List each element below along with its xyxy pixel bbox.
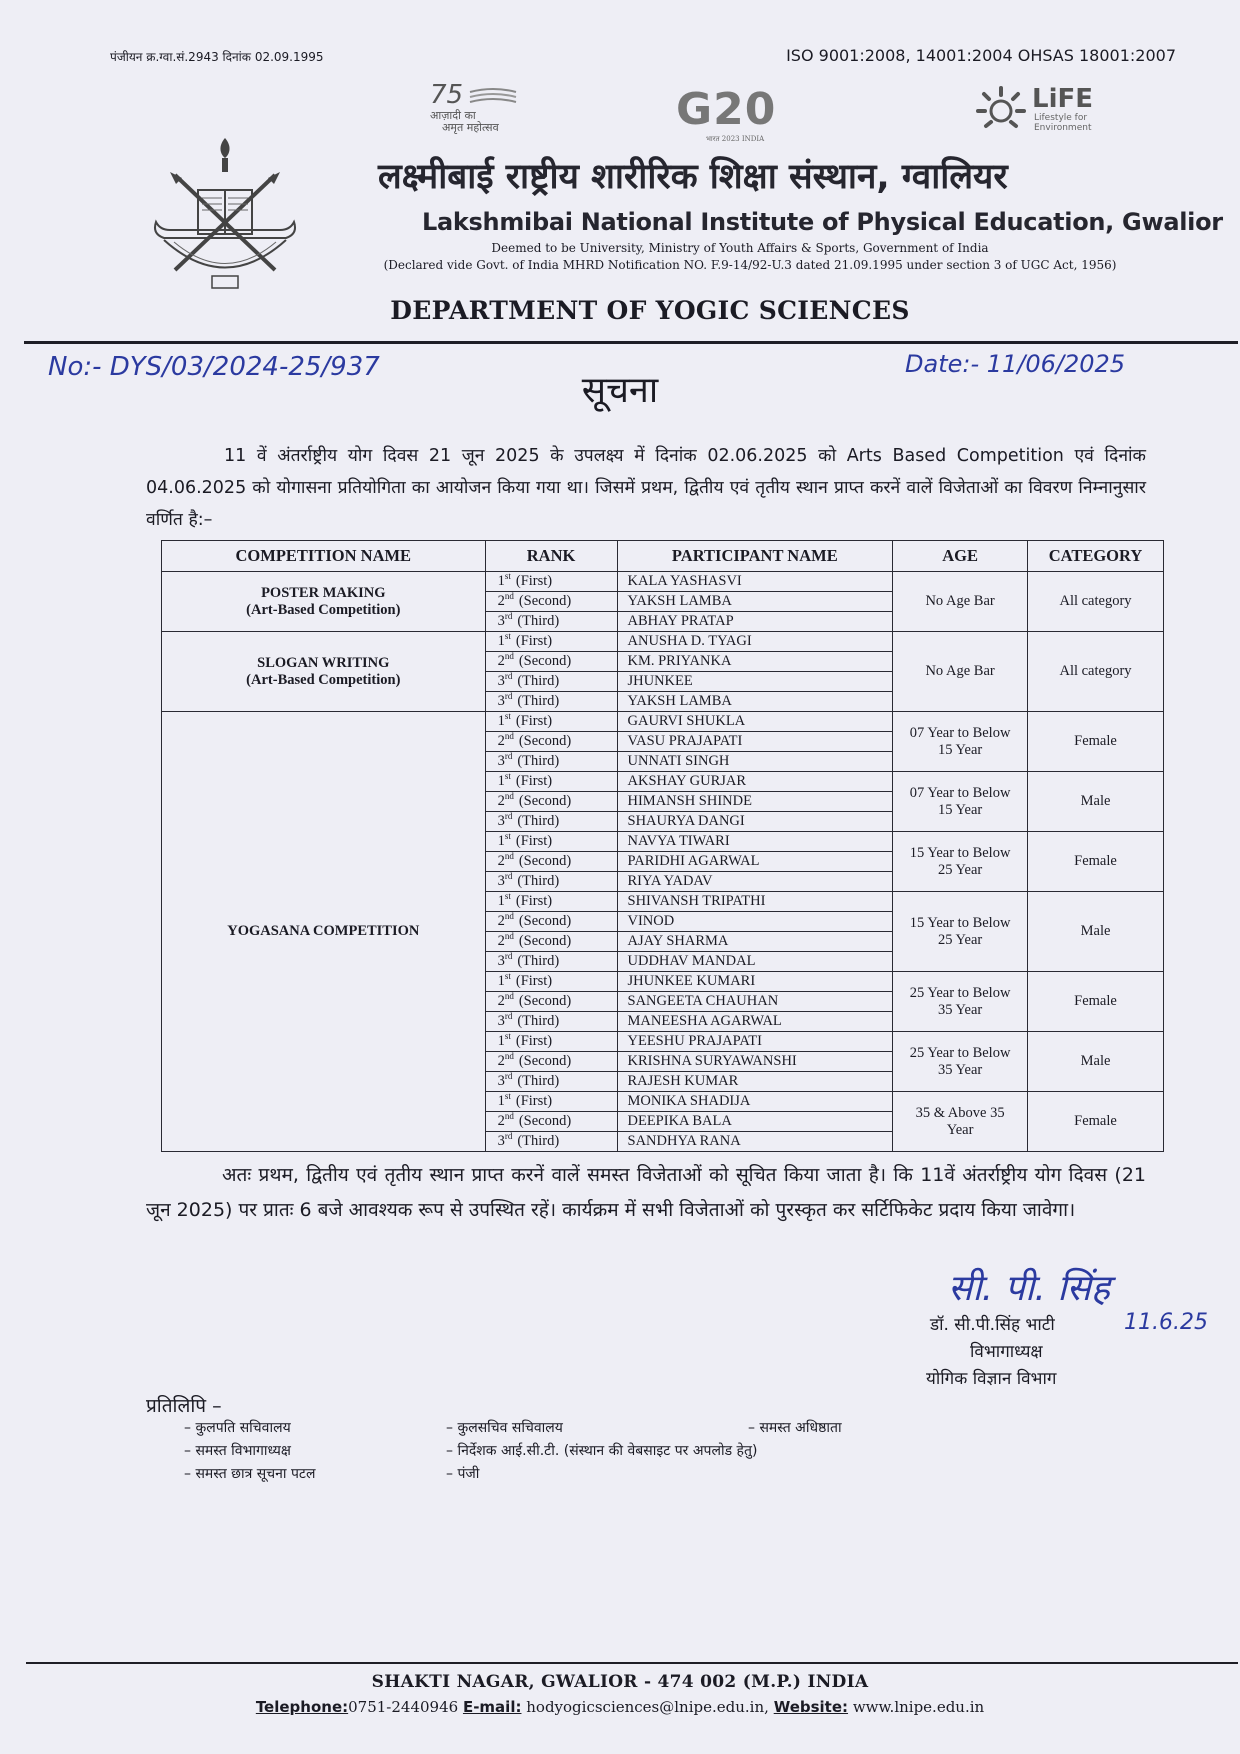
closing-paragraph [146, 1158, 1146, 1228]
rank-suffix: nd [504, 851, 514, 862]
rank-cell [485, 752, 617, 772]
signatory-designation: विभागाध्यक्ष [970, 1342, 1043, 1362]
rank-suffix: rd [504, 811, 513, 822]
rank-cell [485, 872, 617, 892]
table-header-row [162, 541, 1164, 572]
rank-cell [485, 1112, 617, 1132]
participant-name: VASU PRAJAPATI [617, 732, 893, 752]
rank-cell [485, 592, 617, 612]
category: Female [1028, 972, 1164, 1032]
rank-suffix: nd [504, 651, 514, 662]
rank-cell [485, 1052, 617, 1072]
rank-cell [485, 992, 617, 1012]
rank-number: 1 [497, 893, 505, 909]
rank-number: 3 [497, 1013, 505, 1029]
table-row [162, 572, 1164, 592]
rank-word: (Second) [518, 993, 572, 1009]
rank-suffix: rd [504, 871, 513, 882]
notice-date: Date:- 11/06/2025 [905, 350, 1126, 378]
category: Female [1028, 832, 1164, 892]
rank-number: 2 [497, 1113, 505, 1129]
rank-number: 3 [497, 813, 505, 829]
rank-word: (First) [515, 973, 553, 989]
azadi-logo-number: 75 [430, 80, 464, 110]
rank-word: (Third) [517, 953, 560, 969]
participant-name: DEEPIKA BALA [617, 1112, 893, 1132]
rank-word: (Second) [518, 1053, 572, 1069]
rank-suffix: rd [504, 1011, 513, 1022]
intro-paragraph [146, 440, 1146, 536]
header-age: AGE [893, 541, 1028, 572]
participant-name: VINOD [617, 912, 893, 932]
rank-cell [485, 952, 617, 972]
azadi-logo-text-1: आज़ादी का [430, 109, 476, 122]
registration-number: पंजीयन क्र.ग्वा.सं.2943 दिनांक 02.09.1995 [110, 50, 324, 64]
participant-name: MONIKA SHADIJA [617, 1092, 893, 1112]
rank-word: (Second) [518, 933, 572, 949]
rank-word: (Third) [517, 1013, 560, 1029]
copy-to-item: – समस्त छात्र सूचना पटल [184, 1466, 316, 1482]
rank-suffix: rd [504, 671, 513, 682]
rank-number: 1 [497, 1033, 505, 1049]
rank-number: 1 [497, 773, 505, 789]
iso-certification: ISO 9001:2008, 14001:2004 OHSAS 18001:2007 [786, 46, 1176, 65]
rank-word: (Third) [517, 673, 560, 689]
rank-number: 2 [497, 653, 505, 669]
rank-word: (First) [515, 833, 553, 849]
competition-title: YOGASANA COMPETITION [227, 923, 420, 939]
rank-number: 2 [497, 933, 505, 949]
email-label: E-mail: [462, 1698, 522, 1716]
rank-number: 1 [497, 973, 505, 989]
participant-name: ABHAY PRATAP [617, 612, 893, 632]
participant-name: UNNATI SINGH [617, 752, 893, 772]
category: Female [1028, 1092, 1164, 1152]
rank-word: (First) [515, 893, 553, 909]
rank-suffix: nd [504, 991, 514, 1002]
rank-cell [485, 792, 617, 812]
rank-cell [485, 852, 617, 872]
results-table-body [162, 572, 1164, 1152]
participant-name: SHAURYA DANGI [617, 812, 893, 832]
rank-number: 2 [497, 1053, 505, 1069]
participant-name: AJAY SHARMA [617, 932, 893, 952]
azadi-logo-text-2: अमृत महोत्सव [442, 121, 499, 134]
footer-address: SHAKTI NAGAR, GWALIOR - 474 002 (M.P.) INDIA [371, 1672, 869, 1692]
category: Female [1028, 712, 1164, 772]
rank-suffix: rd [504, 1131, 513, 1142]
competition-name [162, 572, 486, 632]
institute-declaration: (Declared vide Govt. of India MHRD Notification NO. F.9-14/92-U.3 dated 21.09.1995 under section 3 of UGC Act, 1956) [383, 258, 1117, 272]
institute-deemed-status: Deemed to be University, Ministry of Youth Affairs & Sports, Government of India [491, 241, 989, 255]
rank-word: (Second) [518, 1113, 572, 1129]
copy-to-item: – कुलसचिव सचिवालय [446, 1420, 563, 1436]
rank-suffix: st [504, 631, 511, 642]
table-row [162, 712, 1164, 732]
rank-word: (First) [515, 1093, 553, 1109]
participant-name: RIYA YADAV [617, 872, 893, 892]
participant-name: SANGEETA CHAUHAN [617, 992, 893, 1012]
rank-suffix: nd [504, 591, 514, 602]
copy-to-label: प्रतिलिपि – [146, 1395, 222, 1417]
rank-word: (Third) [517, 613, 560, 629]
rank-word: (First) [515, 573, 553, 589]
department-title: DEPARTMENT OF YOGIC SCIENCES [390, 296, 910, 325]
rank-number: 2 [497, 733, 505, 749]
rank-word: (Third) [517, 693, 560, 709]
rank-suffix: st [504, 1091, 511, 1102]
life-logo-sub-1: Lifestyle for [1034, 113, 1088, 123]
rank-suffix: st [504, 571, 511, 582]
rank-cell [485, 932, 617, 952]
rank-suffix: nd [504, 791, 514, 802]
rank-cell [485, 712, 617, 732]
participant-name: SHIVANSH TRIPATHI [617, 892, 893, 912]
rank-suffix: st [504, 891, 511, 902]
rank-cell [485, 732, 617, 752]
participant-name: MANEESHA AGARWAL [617, 1012, 893, 1032]
copy-to-item: – समस्त विभागाध्यक्ष [184, 1443, 291, 1459]
rank-suffix: rd [504, 611, 513, 622]
flag-stripes-icon [468, 86, 518, 106]
institute-emblem-icon [150, 130, 300, 300]
institute-name-hindi: लक्ष्मीबाई राष्ट्रीय शारीरिक शिक्षा संस्थान, ग्वालियर [378, 157, 1008, 197]
rank-suffix: st [504, 711, 511, 722]
age-group: 15 Year to Below 25 Year [893, 832, 1028, 892]
footer-divider [26, 1662, 1238, 1664]
category: All category [1028, 632, 1164, 712]
rank-cell [485, 892, 617, 912]
header-participant: PARTICIPANT NAME [617, 541, 893, 572]
participant-name: KM. PRIYANKA [617, 652, 893, 672]
rank-word: (Second) [518, 793, 572, 809]
rank-word: (First) [515, 713, 553, 729]
closing-text: अतः प्रथम, द्वितीय एवं तृतीय स्थान प्राप्त करनें वालें समस्त विजेताओं को सूचित किया जाता है। कि 11वें अंतर्राष्ट्रीय योग दिवस (21 जून 2025) पर प्रातः 6 बजे आवश्यक रूप से उपस्थित रहें। कार्यक्रम में सभी विजेताओं को पुरस्कृत कर सर्टिफिकेट प्रदाय किया जावेगा। [146, 1164, 1146, 1221]
rank-suffix: st [504, 1031, 511, 1042]
rank-suffix: nd [504, 1051, 514, 1062]
rank-number: 3 [497, 1133, 505, 1149]
rank-word: (Second) [518, 733, 572, 749]
competition-title: SLOGAN WRITING [257, 654, 390, 671]
header-category: CATEGORY [1028, 541, 1164, 572]
participant-name: UDDHAV MANDAL [617, 952, 893, 972]
website-link[interactable]: www.lnipe.edu.in [852, 1698, 985, 1716]
institute-name-english: Lakshmibai National Institute of Physical Education, Gwalior [422, 208, 1223, 236]
rank-suffix: rd [504, 751, 513, 762]
age-group: 07 Year to Below 15 Year [893, 772, 1028, 832]
rank-number: 3 [497, 673, 505, 689]
category: Male [1028, 892, 1164, 972]
rank-number: 3 [497, 953, 505, 969]
rank-suffix: st [504, 971, 511, 982]
rank-cell [485, 912, 617, 932]
rank-cell [485, 672, 617, 692]
rank-number: 3 [497, 693, 505, 709]
table-row [162, 632, 1164, 652]
competition-name [162, 712, 486, 1152]
signature-date: 11.6.25 [1124, 1310, 1208, 1335]
rank-cell [485, 1032, 617, 1052]
rank-word: (Second) [518, 653, 572, 669]
rank-word: (First) [515, 773, 553, 789]
rank-number: 1 [497, 1093, 505, 1109]
participant-name: KRISHNA SURYAWANSHI [617, 1052, 893, 1072]
competition-name [162, 632, 486, 712]
rank-number: 2 [497, 913, 505, 929]
rank-number: 2 [497, 853, 505, 869]
competition-subtitle: (Art-Based Competition) [246, 671, 401, 688]
rank-number: 3 [497, 873, 505, 889]
rank-suffix: st [504, 831, 511, 842]
rank-word: (Second) [518, 853, 572, 869]
participant-name: GAURVI SHUKLA [617, 712, 893, 732]
rank-number: 1 [497, 573, 505, 589]
age-group: 25 Year to Below 35 Year [893, 1032, 1028, 1092]
rank-cell [485, 1092, 617, 1112]
age-group: 25 Year to Below 35 Year [893, 972, 1028, 1032]
rank-word: (Third) [517, 1073, 560, 1089]
rank-word: (Second) [518, 593, 572, 609]
participant-name: ANUSHA D. TYAGI [617, 632, 893, 652]
rank-suffix: rd [504, 691, 513, 702]
age-group: No Age Bar [893, 572, 1028, 632]
rank-suffix: nd [504, 1111, 514, 1122]
age-group: 07 Year to Below 15 Year [893, 712, 1028, 772]
rank-cell [485, 972, 617, 992]
life-logo [974, 84, 1104, 144]
rank-number: 3 [497, 753, 505, 769]
participant-name: JHUNKEE [617, 672, 893, 692]
participant-name: YEESHU PRAJAPATI [617, 1032, 893, 1052]
rank-suffix: nd [504, 931, 514, 942]
participant-name: YAKSH LAMBA [617, 692, 893, 712]
footer-contact: Telephone:0751-2440946 E-mail: hodyogicsciences@lnipe.edu.in, Website: www.lnipe.edu.in [255, 1698, 985, 1716]
sun-icon [974, 84, 1028, 138]
notice-title: सूचना [581, 370, 659, 411]
participant-name: SANDHYA RANA [617, 1132, 893, 1152]
rank-cell [485, 652, 617, 672]
email-link[interactable]: hodyogicsciences@lnipe.edu.in [526, 1698, 765, 1716]
website-label: Website: [773, 1698, 849, 1716]
header-divider [24, 341, 1238, 344]
copy-to-item: – समस्त अधिष्ठाता [748, 1420, 842, 1436]
telephone-label: Telephone: [255, 1698, 349, 1716]
rank-number: 3 [497, 613, 505, 629]
rank-cell [485, 612, 617, 632]
rank-suffix: st [504, 771, 511, 782]
rank-suffix: nd [504, 911, 514, 922]
rank-cell [485, 832, 617, 852]
rank-suffix: rd [504, 951, 513, 962]
rank-number: 1 [497, 713, 505, 729]
rank-cell [485, 812, 617, 832]
g20-logo-subtext: भारत 2023 INDIA [706, 135, 765, 143]
rank-cell [485, 692, 617, 712]
participant-name: RAJESH KUMAR [617, 1072, 893, 1092]
rank-cell [485, 1012, 617, 1032]
g20-logo [676, 84, 796, 154]
rank-cell [485, 1072, 617, 1092]
competition-title: POSTER MAKING [261, 584, 386, 601]
copy-to-item: – कुलपति सचिवालय [184, 1420, 291, 1436]
rank-number: 3 [497, 1073, 505, 1089]
category: Male [1028, 772, 1164, 832]
telephone-value: 0751-2440946 [348, 1698, 459, 1716]
rank-number: 1 [497, 833, 505, 849]
rank-number: 1 [497, 633, 505, 649]
competition-subtitle: (Art-Based Competition) [246, 601, 401, 618]
g20-logo-text: G20 [676, 84, 777, 135]
participant-name: NAVYA TIWARI [617, 832, 893, 852]
rank-cell [485, 632, 617, 652]
rank-word: (Second) [518, 913, 572, 929]
reference-number: No:- DYS/03/2024-25/937 [48, 352, 380, 382]
participant-name: HIMANSH SHINDE [617, 792, 893, 812]
header-rank: RANK [485, 541, 617, 572]
participant-name: PARIDHI AGARWAL [617, 852, 893, 872]
copy-to-item: – निर्देशक आई.सी.टी. (संस्थान की वेबसाइट पर अपलोड हेतु) [446, 1443, 758, 1459]
results-table [161, 540, 1164, 1152]
age-group: 35 & Above 35 Year [893, 1092, 1028, 1152]
rank-word: (Third) [517, 873, 560, 889]
handwritten-signature: सी. पी. सिंह [948, 1268, 1110, 1309]
category: All category [1028, 572, 1164, 632]
rank-cell [485, 1132, 617, 1152]
rank-number: 2 [497, 993, 505, 1009]
rank-cell [485, 772, 617, 792]
participant-name: JHUNKEE KUMARI [617, 972, 893, 992]
signatory-department: योगिक विज्ञान विभाग [926, 1369, 1057, 1389]
participant-name: KALA YASHASVI [617, 572, 893, 592]
life-logo-text: LiFE [1032, 84, 1094, 114]
rank-number: 2 [497, 593, 505, 609]
life-logo-sub-2: Environment [1034, 123, 1092, 133]
azadi-amrit-mahotsav-logo [430, 80, 540, 150]
rank-cell [485, 572, 617, 592]
age-group: 15 Year to Below 25 Year [893, 892, 1028, 972]
rank-suffix: rd [504, 1071, 513, 1082]
rank-number: 2 [497, 793, 505, 809]
age-group: No Age Bar [893, 632, 1028, 712]
participant-name: AKSHAY GURJAR [617, 772, 893, 792]
rank-word: (Third) [517, 753, 560, 769]
rank-word: (First) [515, 633, 553, 649]
rank-word: (First) [515, 1033, 553, 1049]
intro-text: 11 वें अंतर्राष्ट्रीय योग दिवस 21 जून 2025 के उपलक्ष्य में दिनांक 02.06.2025 को Arts Based Competition एवं दिनांक 04.06.2025 को योगासना प्रतियोगिता का आयोजन किया गया था। जिसमें प्रथम, द्वितीय एवं तृतीय स्थान प्राप्त करनें वालें विजेताओं का विवरण निम्नानुसार वर्णित है:– [146, 446, 1146, 530]
signatory-name: डॉ. सी.पी.सिंह भाटी [930, 1315, 1055, 1335]
rank-suffix: nd [504, 731, 514, 742]
copy-to-item: – पंजी [446, 1466, 480, 1482]
participant-name: YAKSH LAMBA [617, 592, 893, 612]
category: Male [1028, 1032, 1164, 1092]
rank-word: (Third) [517, 813, 560, 829]
rank-word: (Third) [517, 1133, 560, 1149]
header-competition: COMPETITION NAME [162, 541, 486, 572]
